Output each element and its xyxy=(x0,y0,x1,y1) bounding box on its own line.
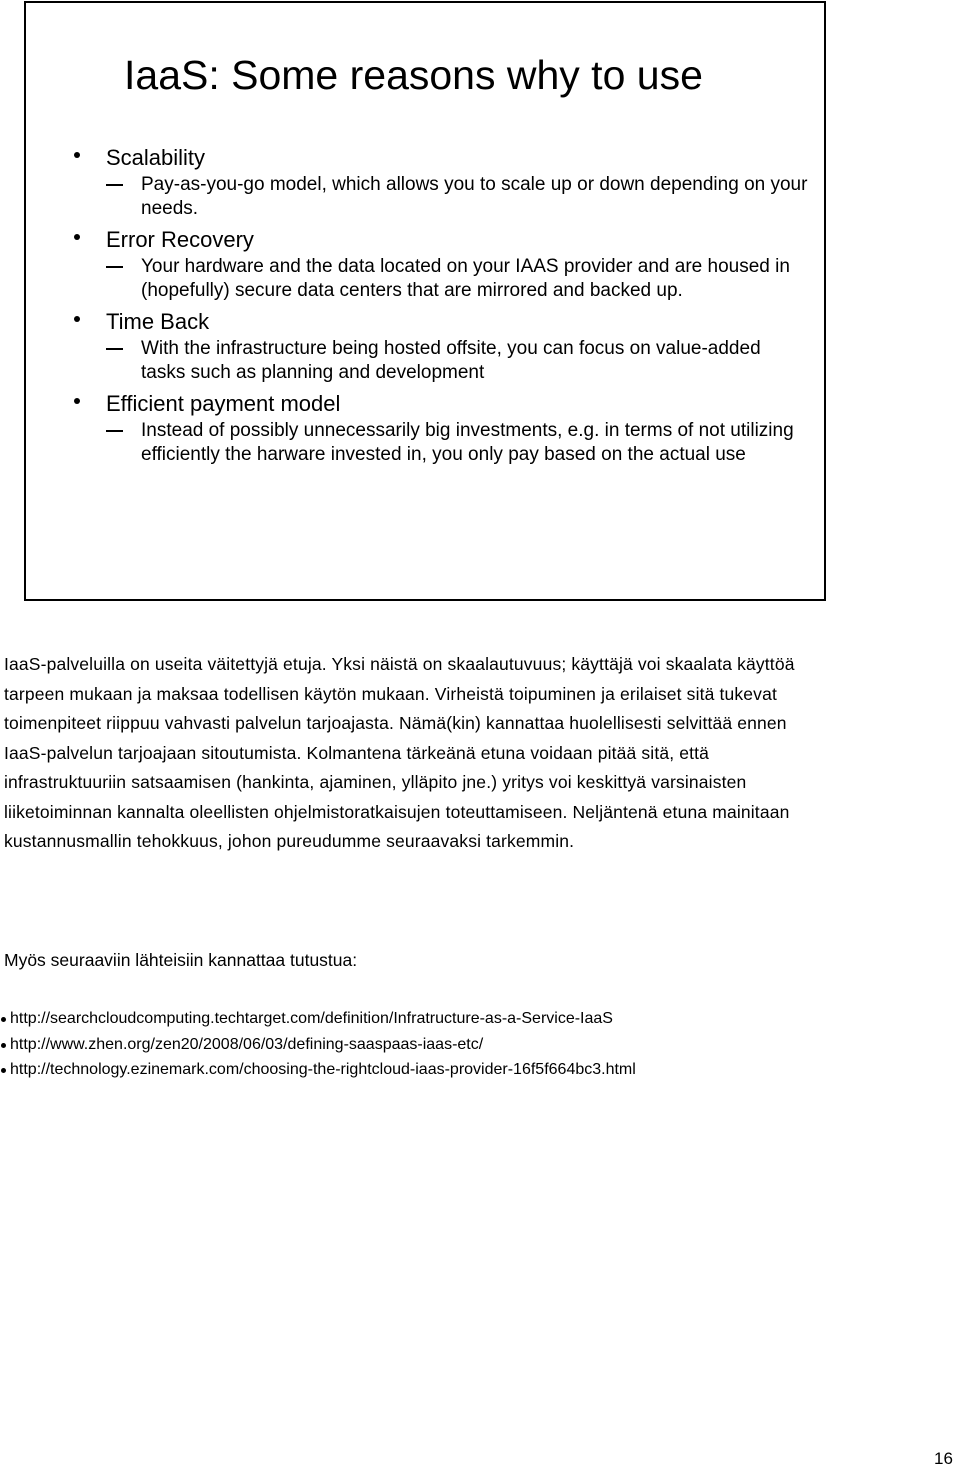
dash-icon xyxy=(106,266,123,268)
page-number: 16 xyxy=(934,1449,953,1468)
bullet-heading: Scalability xyxy=(106,145,206,170)
sub-bullet xyxy=(106,255,809,303)
reference-item xyxy=(0,1032,900,1058)
bullet-heading: Time Back xyxy=(106,309,210,334)
sub-bullet xyxy=(106,173,809,221)
slide xyxy=(24,1,826,601)
sub-bullet-text: Instead of possibly unnecessarily big investments, e.g. in terms of not utilizing efficiently the harware invested in, you only pay based on the actual use xyxy=(141,420,794,465)
bullet-heading: Error Recovery xyxy=(106,227,254,252)
dash-icon xyxy=(106,348,123,350)
sub-bullet-text: Pay-as-you-go model, which allows you to scale up or down depending on your needs. xyxy=(141,174,808,219)
bullet-dot-icon xyxy=(1,1068,6,1073)
bullet-scalability xyxy=(74,143,809,221)
bullet-dot-icon xyxy=(74,234,80,240)
dash-icon xyxy=(106,430,123,432)
dash-icon xyxy=(106,184,123,186)
sub-bullet xyxy=(106,419,809,467)
bullet-error-recovery xyxy=(74,225,809,303)
reference-item xyxy=(0,1057,900,1083)
bullet-dot-icon xyxy=(74,398,80,404)
bullet-dot-icon xyxy=(1,1043,6,1048)
bullet-heading: Efficient payment model xyxy=(106,391,341,416)
slide-title: IaaS: Some reasons why to use xyxy=(124,52,703,98)
reference-link[interactable]: http://technology.ezinemark.com/choosing-the-rightcloud-iaas-provider-16f5f664bc3.html xyxy=(10,1061,636,1078)
sub-bullet xyxy=(106,337,809,385)
sub-bullet-text: With the infrastructure being hosted offsite, you can focus on value-added tasks such as planning and development xyxy=(141,338,761,383)
reference-link[interactable]: http://www.zhen.org/zen20/2008/06/03/defining-saaspaas-iaas-etc/ xyxy=(10,1035,484,1053)
reference-list xyxy=(0,1006,900,1083)
bullet-efficient-payment-model xyxy=(74,389,809,467)
references-heading: Myös seuraaviin lähteisiin kannattaa tutustua: xyxy=(4,950,358,970)
bullet-time-back xyxy=(74,307,809,385)
bullet-dot-icon xyxy=(74,316,80,322)
bullet-dot-icon xyxy=(74,152,80,158)
bullet-dot-icon xyxy=(1,1017,6,1022)
reference-link[interactable]: http://searchcloudcomputing.techtarget.com/definition/Infratructure-as-a-Service-IaaS xyxy=(10,1010,613,1027)
slide-bullet-list xyxy=(74,143,809,471)
reference-item xyxy=(0,1006,900,1032)
notes-paragraph: IaaS-palveluilla on useita väitettyjä etuja. Yksi näistä on skaalautuvuus; käyttäjä voi skaalata käyttöä tarpeen mukaan ja maksaa todellisen käytön mukaan. Virheistä toipuminen ja erilaiset sitä tukevat toimenpiteet riippuu vahvasti palvelun tarjoajasta. Nämä(kin) kannattaa huolellisesti selvittää ennen IaaS-palvelun tarjoajaan sitoutumista. Kolmantena tärkeänä etuna voidaan pitää sitä, että infrastruktuuriin satsaamisen (hankinta, ajaminen, ylläpito jne.) yritys voi keskittyä varsinaisten liiketoiminnan kannalta oleellisten ohjelmistoratkaisujen toteuttamiseen. Neljäntenä etuna mainitaan kustannusmallin tehokkuus, johon pureudumme seuraavaksi tarkemmin. xyxy=(4,654,795,851)
sub-bullet-text: Your hardware and the data located on your IAAS provider and are housed in (hopefully) secure data centers that are mirrored and backed up. xyxy=(141,256,790,301)
